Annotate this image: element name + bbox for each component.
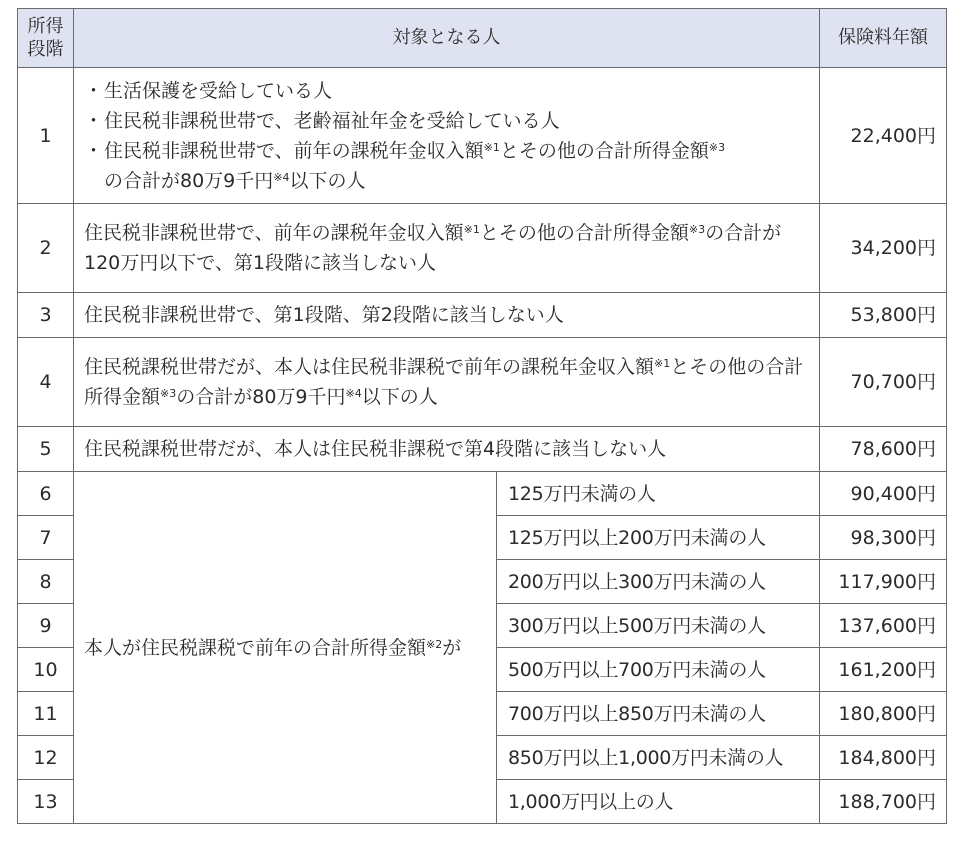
level-cell: 2: [18, 204, 74, 293]
premium-table: [17, 8, 947, 824]
bullet-item: ・ 住民税非課税世帯で、老齢福祉年金を受給している人: [84, 109, 560, 132]
amount-cell: 161,200円: [820, 648, 947, 692]
income-range-cell: 125万円未満の人: [497, 472, 820, 516]
target-cell: [74, 68, 820, 204]
level-cell: 10: [18, 648, 74, 692]
level-cell: 8: [18, 560, 74, 604]
footnote-mark: ※3: [688, 223, 706, 236]
amount-cell: 90,400円: [820, 472, 947, 516]
amount-cell: 180,800円: [820, 692, 947, 736]
level-cell: 3: [18, 293, 74, 338]
amount-cell: 117,900円: [820, 560, 947, 604]
amount-cell: 78,600円: [820, 427, 947, 472]
level-cell: 11: [18, 692, 74, 736]
level-cell: 13: [18, 780, 74, 824]
header-annual-premium: 保険料年額: [820, 9, 947, 68]
amount-cell: 137,600円: [820, 604, 947, 648]
footnote-mark: ※3: [708, 140, 726, 154]
income-range-cell: 700万円以上850万円未満の人: [497, 692, 820, 736]
table-row: [18, 338, 947, 427]
income-range-cell: 300万円以上500万円未満の人: [497, 604, 820, 648]
header-income-level: 所得 段階: [18, 9, 74, 68]
taxable-income-condition-cell: 本人が住民税課税で前年の合計所得金額$^{※2}$が: [74, 472, 497, 824]
footnote-mark: ※1: [654, 357, 671, 370]
level-cell: 9: [18, 604, 74, 648]
header-row: [18, 9, 947, 68]
bullet-item: ・ 生活保護を受給している人: [84, 79, 333, 102]
table-row: [18, 472, 947, 516]
table-row: [18, 293, 947, 338]
income-range-cell: 500万円以上700万円未満の人: [497, 648, 820, 692]
level-cell: 6: [18, 472, 74, 516]
level-cell: 1: [18, 68, 74, 204]
header-target: 対象となる人: [74, 9, 820, 68]
income-range-cell: 850万円以上1,000万円未満の人: [497, 736, 820, 780]
footnote-mark: ※4: [273, 170, 290, 184]
footnote-mark: ※2: [426, 637, 443, 651]
footnote-mark: ※4: [345, 387, 362, 400]
amount-cell: 53,800円: [820, 293, 947, 338]
bullet-list: [84, 76, 813, 196]
table-row: [18, 68, 947, 204]
table-row: [18, 204, 947, 293]
table-row: [18, 427, 947, 472]
level-cell: 4: [18, 338, 74, 427]
footnote-mark: ※3: [160, 387, 177, 400]
amount-cell: 188,700円: [820, 780, 947, 824]
amount-cell: 34,200円: [820, 204, 947, 293]
bullet-item: ・ 住民税非課税世帯で、前年の課税年金収入額$^{※1}$とその他の合計所得金額$^{※3}$ の合計が80万9千円$^{※4}$以下の人: [84, 139, 726, 192]
amount-cell: 184,800円: [820, 736, 947, 780]
target-cell: 住民税課税世帯だが、本人は住民税非課税で第4段階に該当しない人: [74, 427, 820, 472]
amount-cell: 22,400円: [820, 68, 947, 204]
level-cell: 5: [18, 427, 74, 472]
target-cell: 住民税非課税世帯で、第1段階、第2段階に該当しない人: [74, 293, 820, 338]
amount-cell: 70,700円: [820, 338, 947, 427]
income-range-cell: 1,000万円以上の人: [497, 780, 820, 824]
footnote-mark: ※1: [463, 223, 480, 236]
target-cell: 住民税非課税世帯で、前年の課税年金収入額$^{※1}$とその他の合計所得金額$^{※3}$の合計が120万円以下で、第1段階に該当しない人: [74, 204, 820, 293]
amount-cell: 98,300円: [820, 516, 947, 560]
income-range-cell: 200万円以上300万円未満の人: [497, 560, 820, 604]
footnote-mark: ※1: [483, 140, 500, 154]
level-cell: 7: [18, 516, 74, 560]
level-cell: 12: [18, 736, 74, 780]
target-cell: 住民税課税世帯だが、本人は住民税非課税で前年の課税年金収入額$^{※1}$とその他の合計所得金額$^{※3}$の合計が80万9千円$^{※4}$以下の人: [74, 338, 820, 427]
income-range-cell: 125万円以上200万円未満の人: [497, 516, 820, 560]
